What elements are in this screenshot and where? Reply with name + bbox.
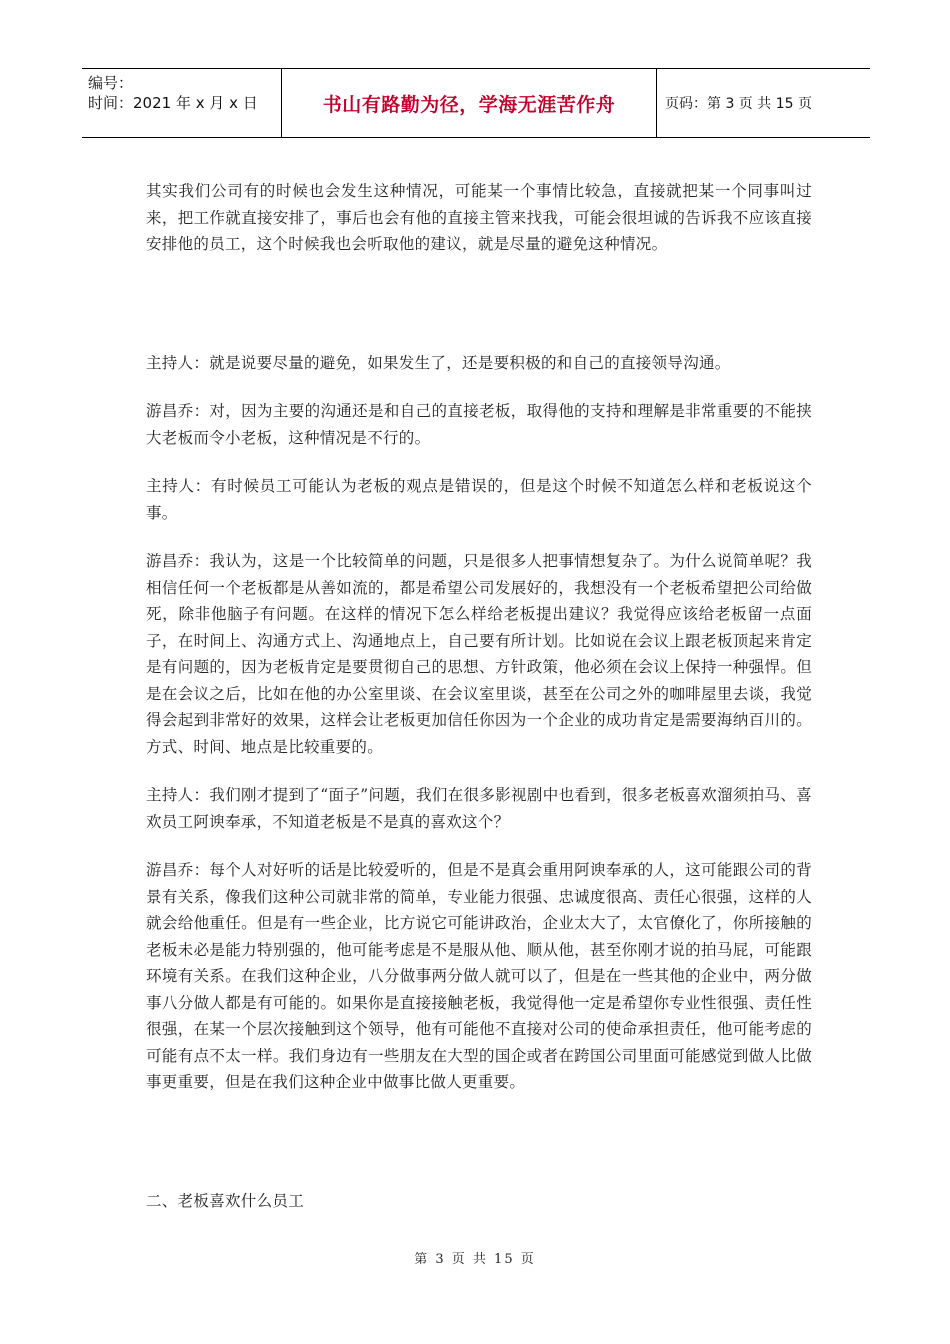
paragraph: 游昌乔：对，因为主要的沟通还是和自己的直接老板，取得他的支持和理解是非常重要的不能挟大老板而令小老板，这种情况是不行的。 — [146, 402, 812, 447]
paragraph: 游昌乔：我认为，这是一个比较简单的问题，只是很多人把事情想复杂了。为什么说简单呢？我相信任何一个老板都是从善如流的，都是希望公司发展好的，我想没有一个老板希望把公司给做死，除非他脑子有问题。在这样的情况下怎么样给老板提出建议？我觉得应该给老板留一点面子，在时间上、沟通方式上、沟通地点上，自己要有所计划。比如说在会议上跟老板顶起来肯定是有问题的，因为老板肯定是要贯彻自己的思想、方针政策，他必须在会议上保持一种强悍。但是在会议之后，比如在他的办公室里谈、在会议室里谈，甚至在公司之外的咖啡屋里去谈，我觉得会起到非常好的效果，这样会让老板更加信任你因为一个企业的成功肯定是需要海纳百川的。方式、时间、地点是比较重要的。 — [146, 552, 812, 756]
header-motto: 书山有路勤为径，学海无涯苦作舟 — [282, 69, 657, 137]
header-page-info: 页码：第 3 页 共 15 页 — [665, 96, 812, 112]
serial-label: 编号： — [88, 74, 134, 92]
paragraph: 其实我们公司有的时候也会发生这种情况，可能某一个事情比较急，直接就把某一个同事叫过来，把工作就直接安排了，事后也会有他的直接主管来找我，可能会很坦诚的告诉我不应该直接安排他的员工，这个时候我也会听取他的建议，就是尽量的避免这种情况。 — [146, 182, 812, 253]
paragraph: 主持人：我们刚才提到了“面子”问题，我们在很多影视剧中也看到，很多老板喜欢溜须拍马、喜欢员工阿谀奉承，不知道老板是不是真的喜欢这个？ — [146, 786, 812, 831]
paragraph: 游昌乔：每个人对好听的话是比较爱听的，但是不是真会重用阿谀奉承的人，这可能跟公司的背景有关系，像我们这种公司就非常的简单，专业能力很强、忠诚度很高、责任心很强，这样的人就会给他重任。但是有一些企业，比方说它可能讲政治，企业太大了，太官僚化了，你所接触的老板未必是能力特别强的，他可能考虑是不是服从他、顺从他，甚至你刚才说的拍马屁，可能跟环境有关系。在我们这种企业，八分做事两分做人就可以了，但是在一些其他的企业中，两分做事八分做人都是有可能的。如果你是直接接触老板，我觉得他一定是希望你专业性很强、责任性很强，在某一个层次接触到这个领导，他有可能他不直接对公司的使命承担责任，他可能考虑的可能有点不太一样。我们身边有一些朋友在大型的国企或者在跨国公司里面可能感觉到做人比做事更重要，但是在我们这种企业中做事比做人更重要。 — [146, 861, 812, 1091]
paragraph: 主持人：有时候员工可能认为老板的观点是错误的，但是这个时候不知道怎么样和老板说这个事。 — [146, 477, 812, 522]
date-line: 时间：2021 年 x 月 x 日 — [88, 94, 258, 112]
page-header — [82, 68, 870, 138]
page-footer: 第 3 页 共 15 页 — [414, 1252, 536, 1267]
document-body — [146, 178, 812, 1214]
paragraph: 主持人：就是说要尽量的避免，如果发生了，还是要积极的和自己的直接领导沟通。 — [146, 353, 731, 372]
section-heading: 二、老板喜欢什么员工 — [146, 1191, 305, 1210]
header-meta — [82, 69, 282, 137]
